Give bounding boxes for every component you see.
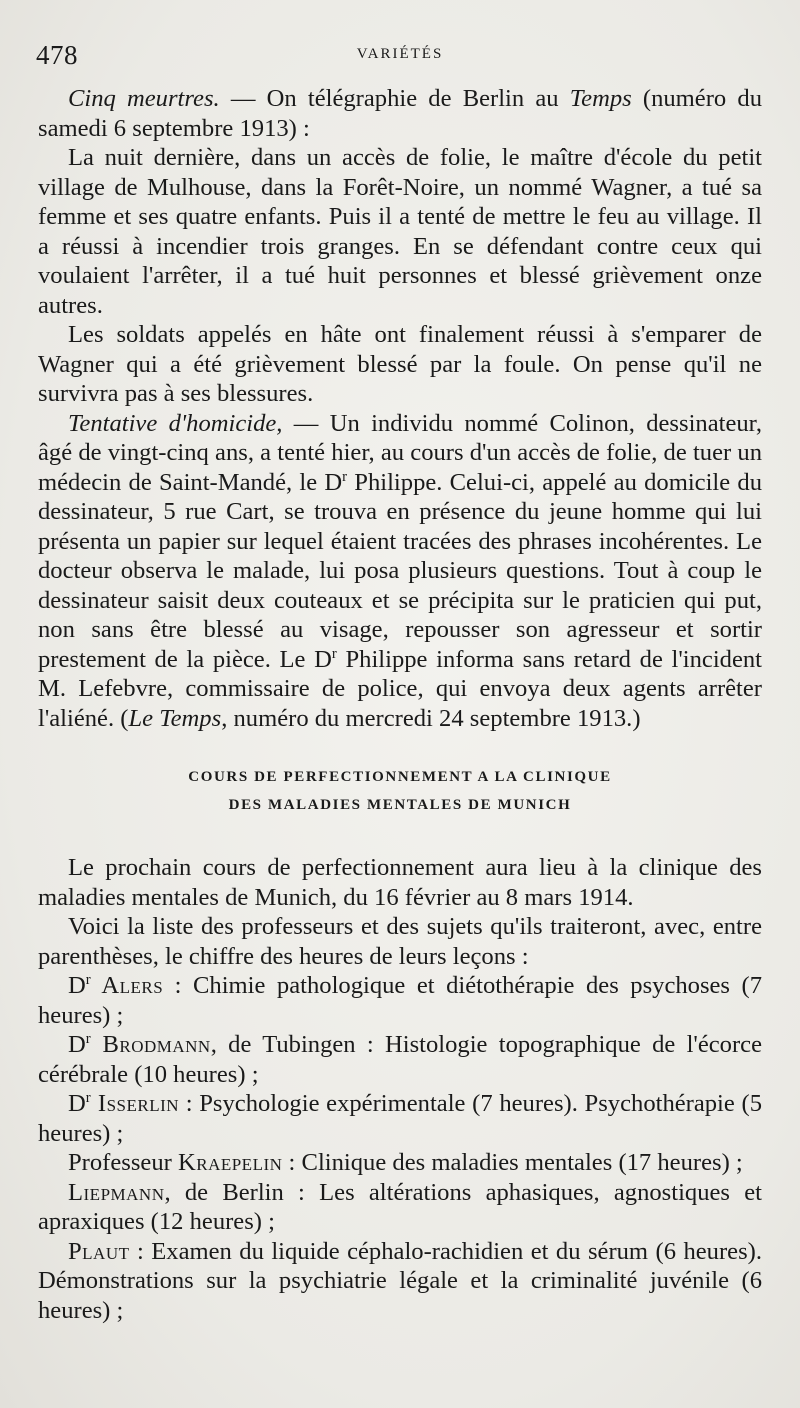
lecturer-subject: , de Berlin : Les altérations aphasiques, agnostiques et apraxiques (12 heures) ; <box>38 1178 762 1235</box>
lecturer-name: Kraepelin <box>177 1149 283 1176</box>
lecturer-name: Brodmann <box>90 1031 211 1058</box>
section-title <box>38 763 762 819</box>
lecturer-entry <box>38 1237 762 1326</box>
article-title: Cinq meurtres. <box>68 85 220 112</box>
paragraph: Le prochain cours de perfectionnement aura lieu à la clinique des maladies mentales de Munich, du 16 février au 8 mars 1914. <box>38 854 762 911</box>
lecturer-name: Plaut <box>68 1237 130 1265</box>
paragraph: Voici la liste des professeurs et des sujets qu'ils traiteront, avec, entre parenthèses, le chiffre des heures de leurs leçons : <box>38 913 762 970</box>
lecturer-subject: : Chimie pathologique et diétothérapie des psychoses (7 heures) ; <box>38 972 762 1029</box>
lecturer-name: Alers <box>90 972 164 999</box>
paragraph-text: Philippe informa sans retard de l'incident M. Lefebvre, commissaire de police, qui envoya deux agents arrêter l'aliéné. ( <box>38 645 763 732</box>
page-header <box>36 40 764 80</box>
title-prefix: D <box>68 972 86 999</box>
page-number: 478 <box>36 40 78 70</box>
article-source: Temps <box>569 85 632 112</box>
title-prefix: D <box>68 1031 86 1058</box>
section-title-line: DES MALADIES MENTALES DE MUNICH <box>228 797 572 813</box>
superscript: r <box>342 468 348 485</box>
lecturer-entry <box>38 1148 762 1178</box>
article-source: Le Temps <box>128 704 222 732</box>
page-body <box>38 84 762 1325</box>
paragraph: Les soldats appelés en hâte ont finalement réussi à s'emparer de Wagner qui a été grièvement blessé par la foule. On pense qu'il ne survivra pas à ses blessures. <box>38 321 762 407</box>
lecturer-subject: , de Tubingen : Histologie topographique de l'écorce cérébrale (10 heures) ; <box>38 1031 762 1088</box>
superscript: r <box>85 971 91 988</box>
article-lead-tail: (numéro du samedi 6 septembre 1913) : <box>38 85 762 142</box>
lecturer-entry <box>38 1178 762 1237</box>
lecturer-name: Liepmann <box>68 1178 165 1206</box>
paragraph <box>38 409 762 734</box>
paragraph: La nuit dernière, dans un accès de folie, le maître d'école du petit village de Mulhouse, dans la Forêt-Noire, un nommé Wagner, a tué sa femme et ses quatre enfants. Puis il a tenté de mettre le feu au village. Il a réussi à incendier trois granges. En se défendant contre ceux qui voulaient l'arrêter, il a tué huit personnes et blessé grièvement onze autres. <box>38 144 762 319</box>
article-intro <box>38 84 762 143</box>
paragraph-text: — Un individu nommé Colinon, dessinateur, âgé de vingt-cinq ans, a tenté hier, au cours d'un accès de folie, de tuer un médecin de Saint-Mandé, le D <box>38 409 763 496</box>
lecturer-subject: : Examen du liquide céphalo-rachidien et du sérum (6 heures). Démonstrations sur la psychiatrie légale et la criminalité juvénile (6 heures) ; <box>38 1237 762 1324</box>
superscript: r <box>85 1030 91 1047</box>
article-lead: — On télégraphie de Berlin au <box>219 85 570 112</box>
lecturer-subject: : Psychologie expérimentale (7 heures). Psychothérapie (5 heures) ; <box>38 1090 762 1147</box>
paragraph-text: , numéro du mercredi 24 septembre 1913.) <box>221 704 641 732</box>
superscript: r <box>331 645 337 662</box>
lecturer-entry <box>38 1089 762 1148</box>
title-prefix: Professeur <box>68 1149 178 1176</box>
running-head: VARIÉTÉS <box>356 46 444 62</box>
paragraph-text: Philippe. Celui-ci, appelé au domicile du dessinateur, 5 rue Cart, se trouva en présence du jeune homme qui lui présenta un papier sur lequel étaient tracées des phrases incohérentes. Le docteur observa le malade, lui posa plusieurs questions. Tout à coup le dessinateur saisit deux couteaux et se précipita sur le praticien qui put, non sans être blessé au visage, repousser son agresseur et sortir prestement de la pièce. Le D <box>38 468 762 673</box>
article-title: Tentative d'homicide, <box>68 409 283 437</box>
lecturer-subject: : Clinique des maladies mentales (17 heures) ; <box>282 1149 743 1176</box>
title-prefix: D <box>68 1090 86 1117</box>
lecturer-entry <box>38 971 762 1030</box>
lecturer-name: Isserlin <box>90 1090 180 1117</box>
lecturer-entry <box>38 1030 762 1089</box>
superscript: r <box>85 1089 91 1106</box>
section-title-line: COURS DE PERFECTIONNEMENT A LA CLINIQUE <box>188 769 612 785</box>
